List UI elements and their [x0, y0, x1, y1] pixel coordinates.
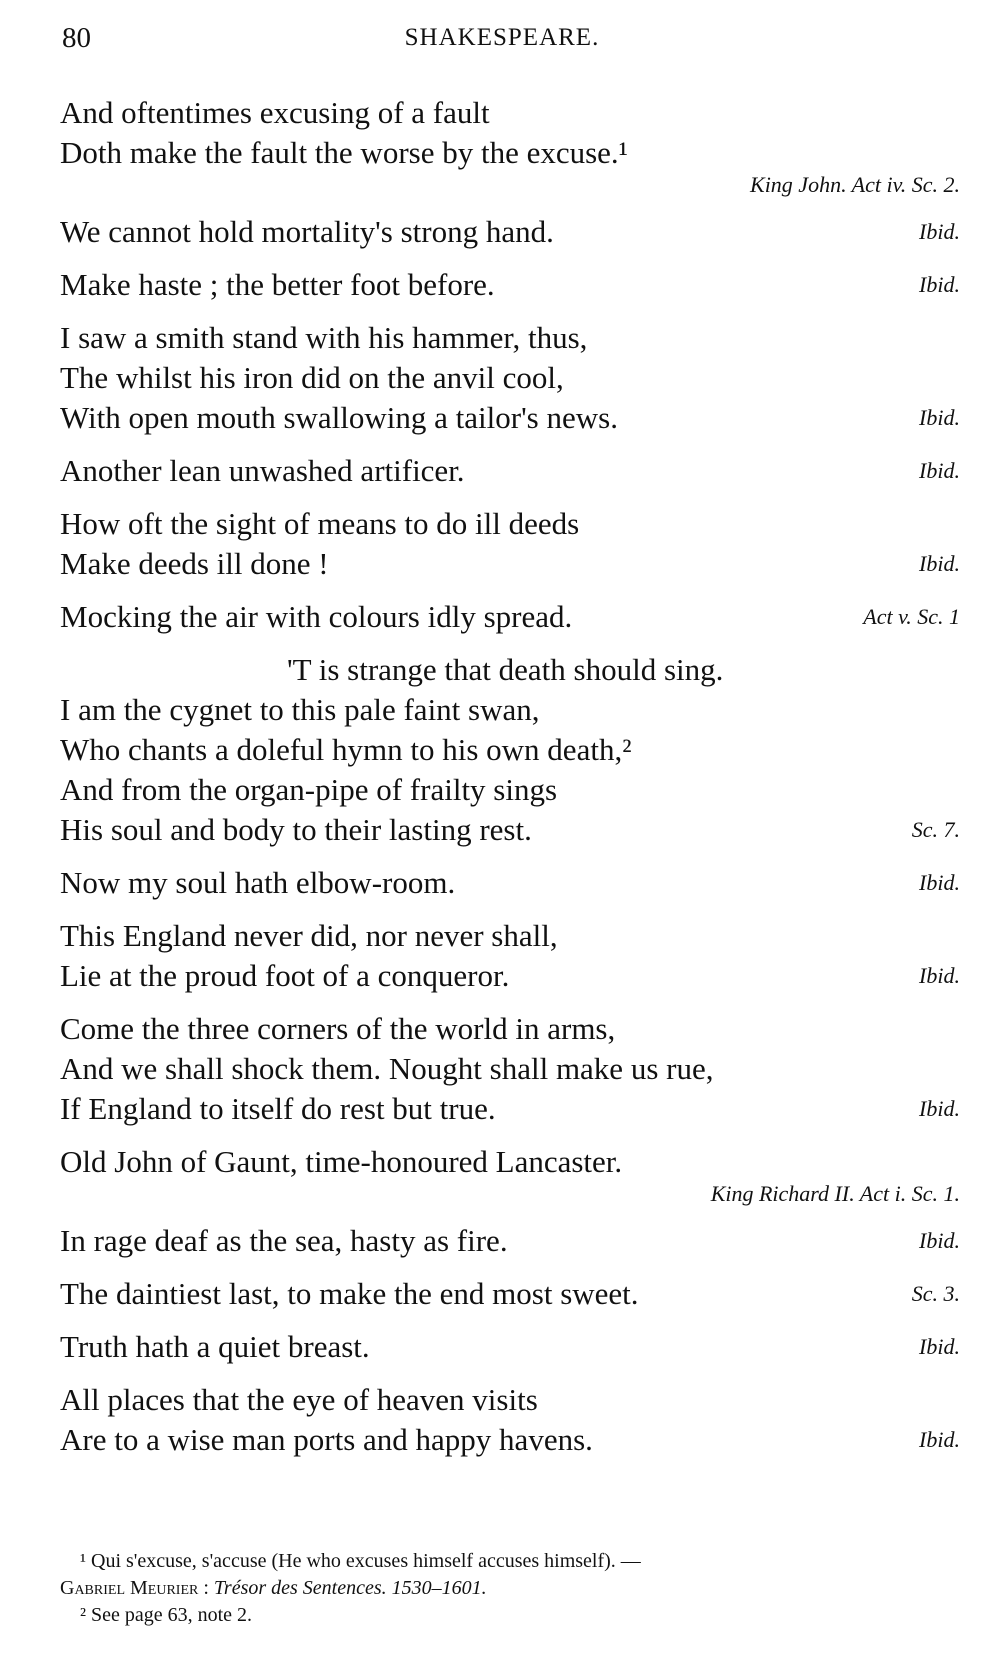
quotation-line: In rage deaf as the sea, hasty as fire. — [60, 1223, 508, 1258]
quotation-line: And we shall shock them. Nought shall make us rue, — [60, 1051, 714, 1086]
citation: Ibid. — [919, 963, 960, 988]
citation: Sc. 3. — [911, 1281, 960, 1306]
quotation-entry — [60, 597, 960, 637]
footnote-2-text: ² See page 63, note 2. — [80, 1604, 253, 1626]
quotation-line: Are to a wise man ports and happy havens. — [60, 1422, 593, 1457]
quotation-entry — [60, 650, 960, 850]
quotation-entry — [60, 212, 960, 252]
quotation-line: Another lean unwashed artificer. — [60, 453, 465, 488]
quotation-entry — [60, 863, 960, 903]
quotation-entry — [60, 1274, 960, 1314]
quotation-line: Now my soul hath elbow-room. — [60, 865, 456, 900]
citation: King John. Act iv. Sc. 2. — [750, 172, 960, 197]
citation: Sc. 7. — [911, 817, 960, 842]
quotation-line: With open mouth swallowing a tailor's news. — [60, 400, 618, 435]
footnote-2 — [60, 1602, 940, 1629]
citation: Ibid. — [919, 1228, 960, 1253]
citation: Ibid. — [919, 458, 960, 483]
quotation-line: Truth hath a quiet breast. — [60, 1329, 370, 1364]
quotation-line: 'T is strange that death should sing. — [287, 652, 724, 687]
quotation-line: The whilst his iron did on the anvil cool, — [60, 360, 564, 395]
footnotes — [60, 1548, 940, 1629]
quotation-list — [60, 93, 960, 1473]
footnote-1 — [60, 1548, 940, 1575]
quotation-entry — [60, 265, 960, 305]
quotation-entry — [60, 504, 960, 584]
quotation-line: Doth make the fault the worse by the excuse.¹ — [60, 135, 628, 170]
citation: Ibid. — [919, 272, 960, 297]
quotation-entry — [60, 1221, 960, 1261]
citation: Ibid. — [919, 405, 960, 430]
page-number: 80 — [62, 22, 91, 54]
quotation-line: All places that the eye of heaven visits — [60, 1382, 538, 1417]
quotation-line: Come the three corners of the world in arms, — [60, 1011, 616, 1046]
quotation-entry — [60, 451, 960, 491]
quotation-entry — [60, 93, 960, 199]
quotation-line: And oftentimes excusing of a fault — [60, 95, 490, 130]
quotation-entry — [60, 1142, 960, 1208]
quotation-line: I am the cygnet to this pale faint swan, — [60, 692, 540, 727]
quotation-line: The daintiest last, to make the end most sweet. — [60, 1276, 639, 1311]
quotation-line: Make deeds ill done ! — [60, 546, 329, 581]
citation: Ibid. — [919, 219, 960, 244]
quotation-line: This England never did, nor never shall, — [60, 918, 558, 953]
citation: Ibid. — [919, 870, 960, 895]
quotation-line: Lie at the proud foot of a conqueror. — [60, 958, 510, 993]
citation: Ibid. — [919, 551, 960, 576]
footnote-1-source — [60, 1575, 940, 1602]
quotation-entry — [60, 318, 960, 438]
quotation-entry — [60, 1327, 960, 1367]
citation: Act v. Sc. 1 — [863, 604, 960, 629]
running-head: SHAKESPEARE. — [404, 24, 600, 51]
footnote-1-text: ¹ Qui s'excuse, s'accuse (He who excuses himself accuses himself). — — [80, 1550, 641, 1572]
footnote-1-author: Gabriel Meurier : — [60, 1577, 209, 1599]
quotation-line: We cannot hold mortality's strong hand. — [60, 214, 554, 249]
citation: Ibid. — [919, 1427, 960, 1452]
quotation-line: And from the organ-pipe of frailty sings — [60, 772, 558, 807]
quotation-line: If England to itself do rest but true. — [60, 1091, 496, 1126]
quotation-entry — [60, 916, 960, 996]
quotation-line: His soul and body to their lasting rest. — [60, 812, 532, 847]
page-header — [62, 22, 942, 62]
citation: Ibid. — [919, 1334, 960, 1359]
footnote-1-title: Trésor des Sentences. 1530–1601. — [213, 1577, 487, 1599]
citation: King Richard II. Act i. Sc. 1. — [710, 1181, 960, 1206]
quotation-line: Old John of Gaunt, time-honoured Lancaster. — [60, 1144, 623, 1179]
quotation-line: Who chants a doleful hymn to his own death,² — [60, 732, 632, 767]
quotation-entry — [60, 1009, 960, 1129]
quotation-entry — [60, 1380, 960, 1460]
citation: Ibid. — [919, 1096, 960, 1121]
quotation-line: How oft the sight of means to do ill deeds — [60, 506, 580, 541]
quotation-line: Mocking the air with colours idly spread. — [60, 599, 573, 634]
quotation-line: Make haste ; the better foot before. — [60, 267, 495, 302]
quotation-line: I saw a smith stand with his hammer, thus, — [60, 320, 588, 355]
